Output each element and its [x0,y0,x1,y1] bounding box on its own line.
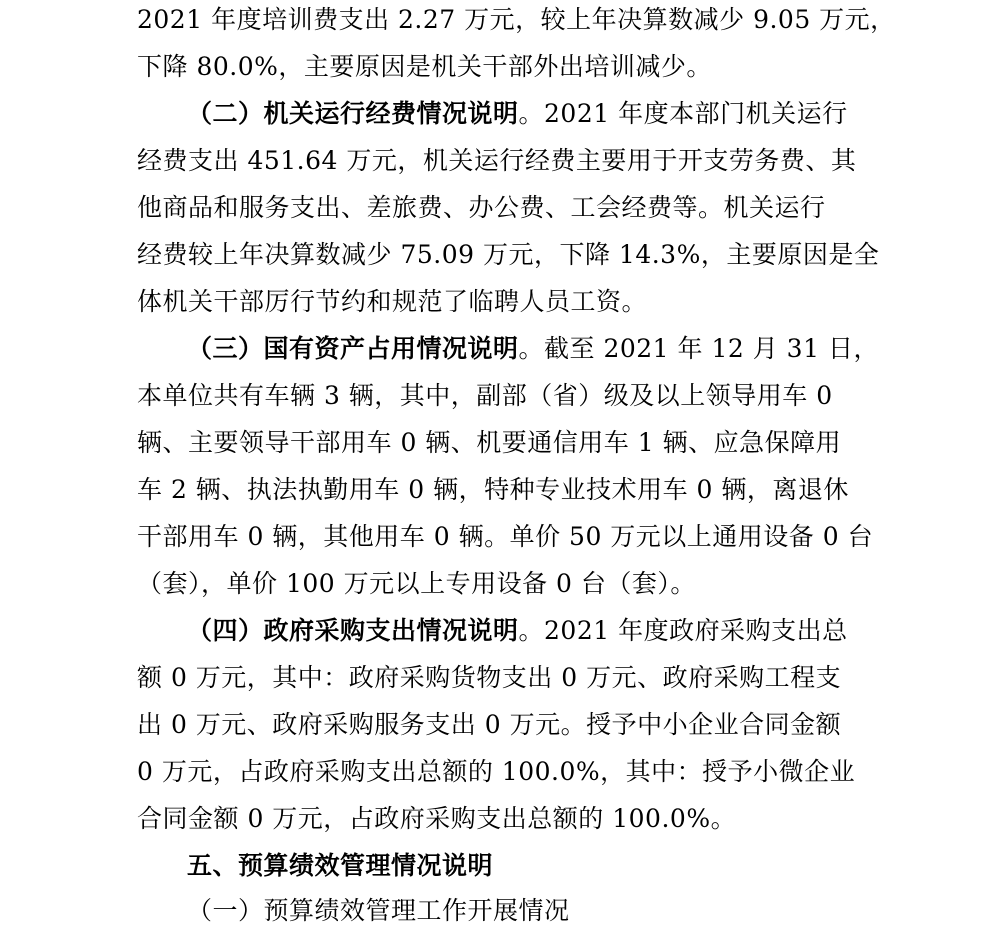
paragraph-line-9 [137,376,833,423]
line-text: 。截至 2021 年 12 月 31 日， [518,334,879,363]
line-text: 。2021 年度政府采购支出总 [518,616,848,645]
paragraph-line-15 [137,658,841,705]
subsection-one-heading: （一）预算绩效管理工作开展情况 [187,896,570,925]
section-four-title: （四）政府采购支出情况说明 [187,616,519,645]
line-text: 合同金额 0 万元，占政府采购支出总额的 100.0%。 [137,804,737,833]
paragraph-line-10 [137,423,841,470]
paragraph-line-5 [137,188,826,235]
section-three-heading-line [187,329,879,376]
paragraph-line-4 [137,141,856,188]
section-three-title: （三）国有资产占用情况说明 [187,334,519,363]
chapter-five-heading: 五、预算绩效管理情况说明 [187,851,494,880]
line-text: 干部用车 0 辆，其他用车 0 辆。单价 50 万元以上通用设备 0 台 [137,522,874,551]
paragraph-line-13 [137,564,696,611]
paragraph-line-16 [137,705,841,752]
line-text: 额 0 万元，其中：政府采购货物支出 0 万元、政府采购工程支 [137,663,842,692]
line-text: 辆、主要领导干部用车 0 辆、机要通信用车 1 辆、应急保障用 [137,428,842,457]
paragraph-line-11 [137,470,849,517]
paragraph-line-6 [137,235,879,282]
line-text: 经费支出 451.64 万元，机关运行经费主要用于开支劳务费、其 [137,146,857,175]
line-text: 经费较上年决算数减少 75.09 万元，下降 14.3%，主要原因是全 [137,240,880,269]
line-text: 体机关干部厉行节约和规范了临聘人员工资。 [137,287,648,316]
section-two-heading-line [187,94,848,141]
line-text: 他商品和服务支出、差旅费、办公费、工会经费等。机关运行 [137,193,826,222]
line-text: 本单位共有车辆 3 辆，其中，副部（省）级及以上领导用车 0 [137,381,833,410]
section-two-title: （二）机关运行经费情况说明 [187,99,519,128]
line-text: 。2021 年度本部门机关运行 [518,99,848,128]
paragraph-line-18 [137,799,736,846]
line-text: 车 2 辆、执法执勤用车 0 辆，特种专业技术用车 0 辆，离退休 [137,475,849,504]
line-text: 0 万元，占政府采购支出总额的 100.0%，其中：授予小微企业 [137,757,856,786]
line-text: 2021 年度培训费支出 2.27 万元，较上年决算数减少 9.05 万元， [137,5,896,34]
paragraph-line-1 [137,0,896,47]
line-text: （套），单价 100 万元以上专用设备 0 台（套）。 [137,569,696,598]
paragraph-line-12 [137,517,873,564]
line-text: 下降 80.0%，主要原因是机关干部外出培训减少。 [137,52,712,81]
paragraph-line-7 [137,282,647,329]
paragraph-line-2 [137,47,712,94]
section-four-heading-line [187,611,848,658]
paragraph-line-17 [137,752,855,799]
line-text: 出 0 万元、政府采购服务支出 0 万元。授予中小企业合同金额 [137,710,842,739]
